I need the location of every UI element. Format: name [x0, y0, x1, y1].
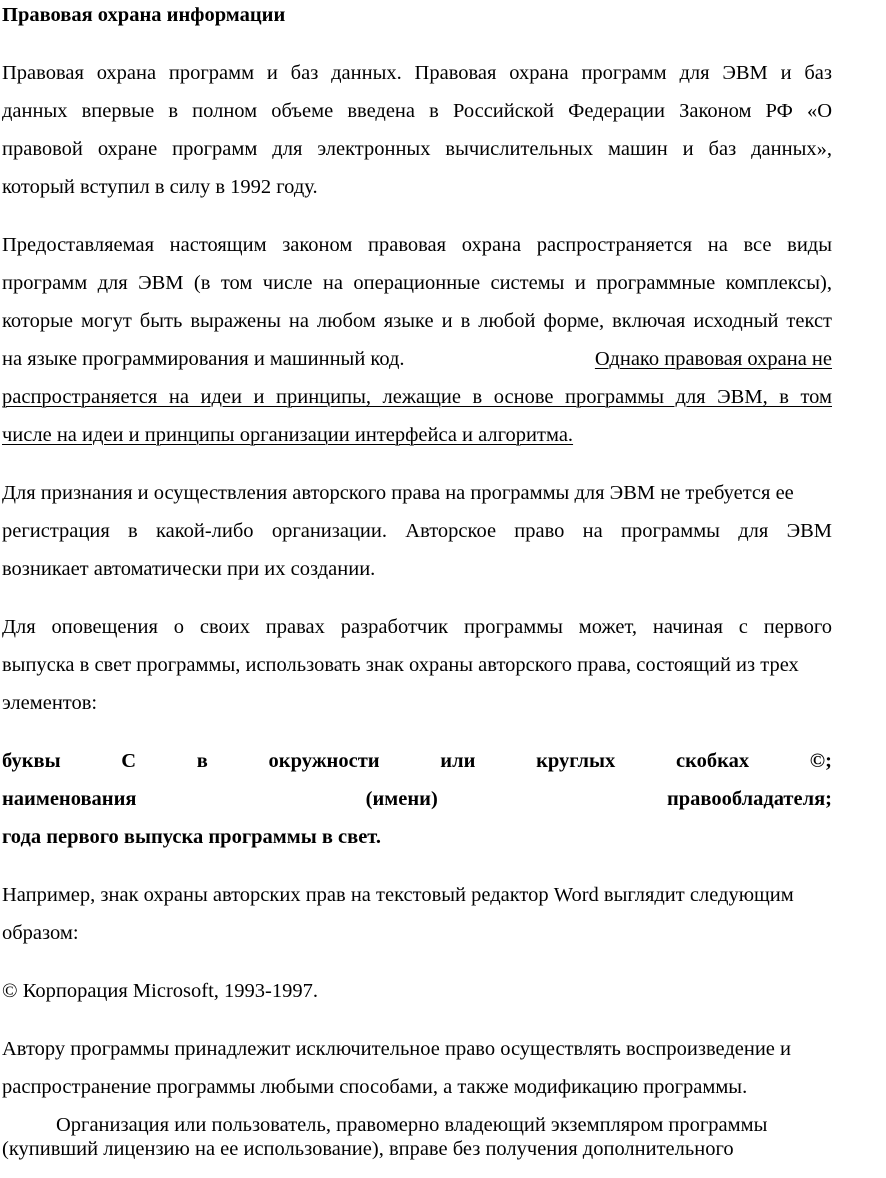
paragraph-line: программ для ЭВМ (в том числе на операционные системы и программные комплексы), — [2, 272, 832, 294]
paragraph-line: который вступил в силу в 1992 году. — [2, 176, 318, 198]
element-word: правообладателя; — [666, 788, 832, 810]
paragraph-line: Правовая охрана программ и баз данных. Правовая охрана программ для ЭВМ и баз — [2, 62, 832, 84]
paragraph-line: регистрация в какой-либо организации. Авторское право на программы для ЭВМ — [2, 520, 832, 542]
underlined-text: Однако правовая охрана не — [594, 348, 832, 370]
paragraph-line: Например, знак охраны авторских прав на текстовый редактор Word выглядит следующим — [2, 884, 794, 906]
paragraph-line: правовой охране программ для электронных вычислительных машин и баз данных», — [2, 138, 832, 160]
paragraph-line: Организация или пользователь, правомерно владеющий экземпляром программы — [56, 1114, 768, 1136]
element-word: в — [196, 750, 208, 772]
element-word: или — [440, 750, 476, 772]
paragraph-line: возникает автоматически при их создании. — [2, 558, 376, 580]
elements-list-row — [2, 787, 832, 811]
underlined-line: распространяется на идеи и принципы, лежащие в основе программы для ЭВМ, в том — [2, 386, 832, 408]
element-word: С — [121, 750, 137, 772]
paragraph-line: (купивший лицензию на ее использование), вправе без получения дополнительного — [2, 1138, 734, 1160]
paragraph-line: Автору программы принадлежит исключительное право осуществлять воспроизведение и — [2, 1038, 791, 1060]
copyright-example: © Корпорация Microsoft, 1993-1997. — [2, 980, 318, 1002]
paragraph-line: данных впервые в полном объеме введена в Российской Федерации Законом РФ «О — [2, 100, 832, 122]
paragraph-line: распространение программы любыми способами, а также модификацию программы. — [2, 1076, 748, 1098]
elements-list-row: года первого выпуска программы в свет. — [2, 826, 381, 848]
paragraph-line: образом: — [2, 922, 79, 944]
element-word: ©; — [809, 750, 832, 772]
paragraph-line: которые могут быть выражены на любом языке и в любой форме, включая исходный текст — [2, 310, 832, 332]
paragraph-line: Предоставляемая настоящим законом правовая охрана распространяется на все виды — [2, 234, 832, 256]
underlined-line: числе на идеи и принципы организации интерфейса и алгоритма. — [2, 424, 574, 446]
elements-list-row — [2, 749, 832, 773]
paragraph-line: Для признания и осуществления авторского права на программы для ЭВМ не требуется ее — [2, 482, 794, 504]
paragraph-text: на языке программирования и машинный код. — [2, 348, 405, 370]
paragraph-line-mixed — [2, 347, 832, 371]
page-title: Правовая охрана информации — [2, 4, 286, 26]
element-word: наименования — [2, 788, 137, 810]
element-word: скобках — [675, 750, 750, 772]
element-word: буквы — [2, 750, 61, 772]
paragraph-line: выпуска в свет программы, использовать знак охраны авторского права, состоящий из трех — [2, 654, 799, 676]
paragraph-line: элементов: — [2, 692, 98, 714]
element-word: (имени) — [365, 788, 438, 810]
paragraph-line: Для оповещения о своих правах разработчик программы может, начиная с первого — [2, 616, 832, 638]
element-word: окружности — [268, 750, 380, 772]
element-word: круглых — [536, 750, 616, 772]
